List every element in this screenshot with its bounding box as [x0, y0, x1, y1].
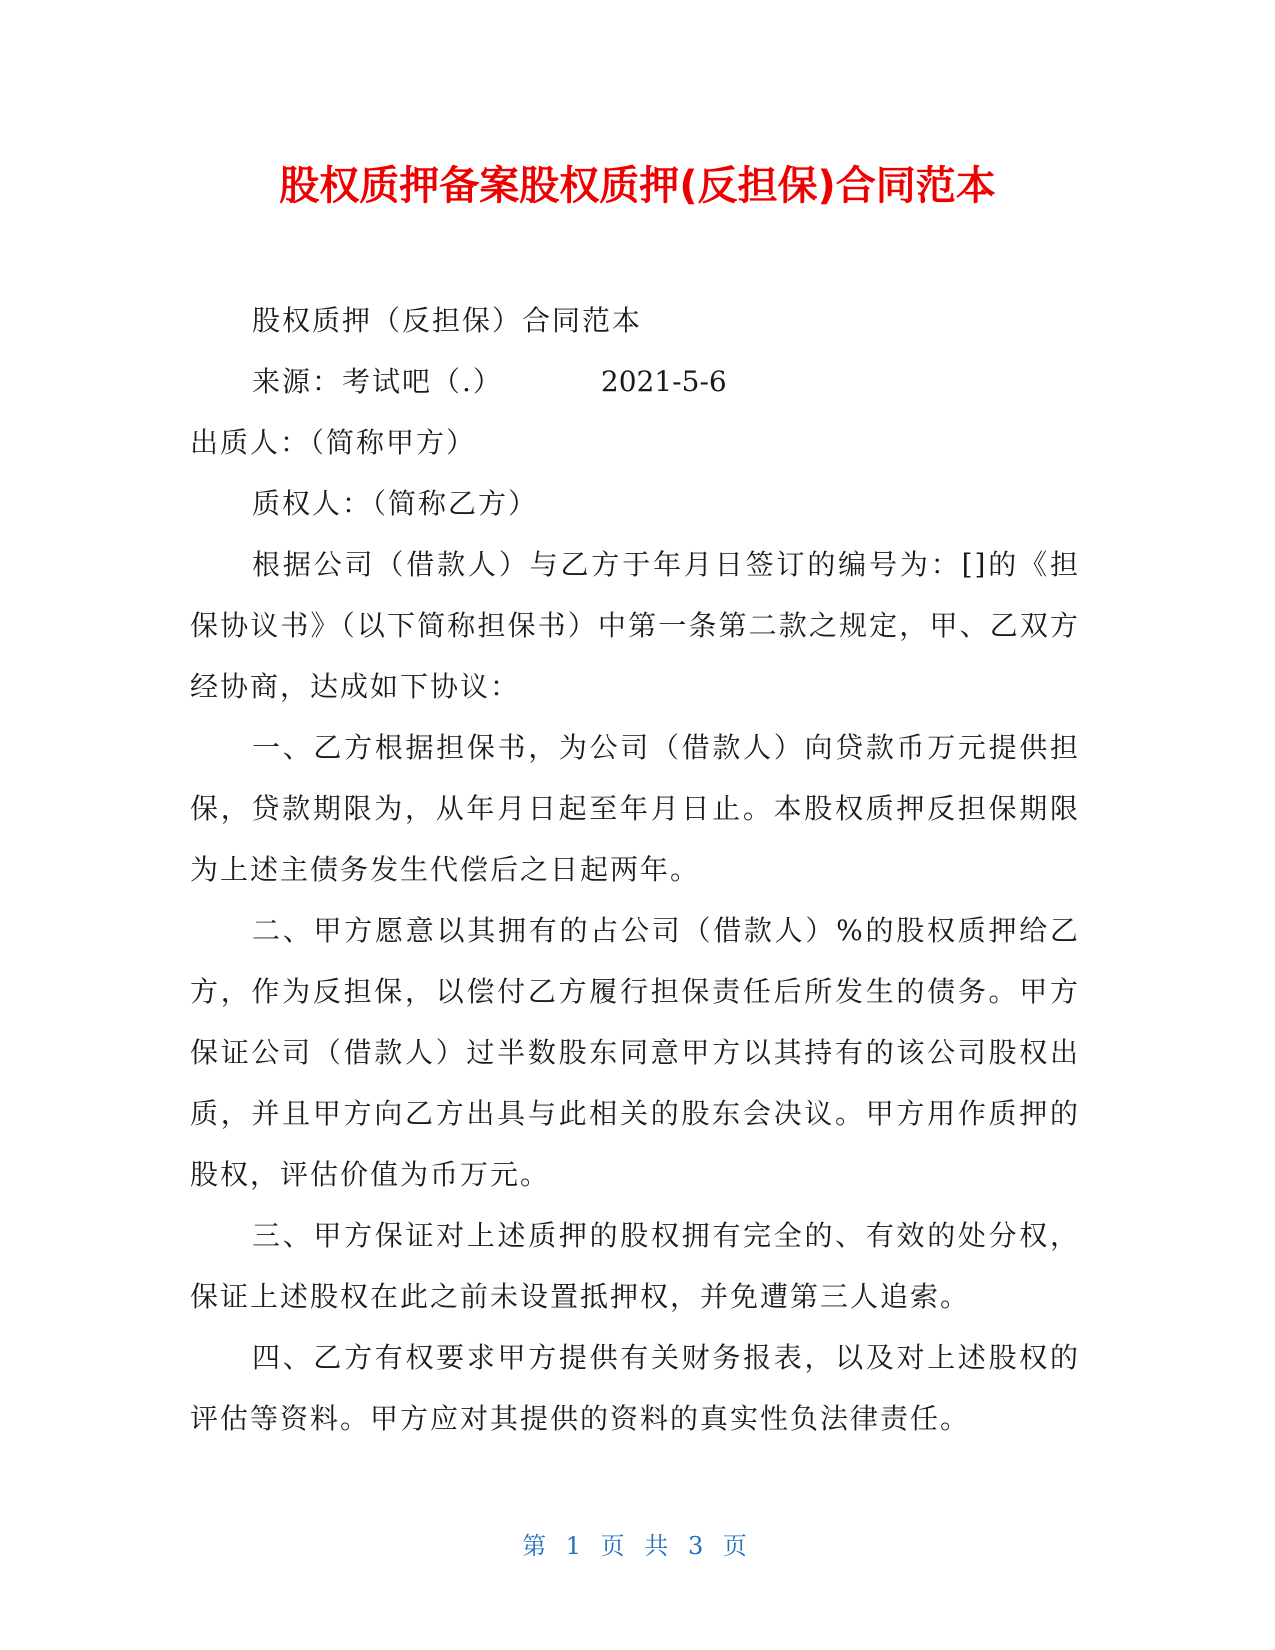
pledgee-line: 质权人：（简称乙方）: [252, 487, 539, 520]
clause-4: 四、乙方有权要求甲方提供有关财务报表，以及对上述股权的评估等资料。甲方应对其提供的资料的真实性负法律责任。: [190, 1341, 1080, 1435]
document-title: 股权质押备案股权质押(反担保)合同范本: [279, 163, 996, 209]
clause-1: 一、乙方根据担保书，为公司（借款人）向贷款币万元提供担保，贷款期限为，从年月日起至年月日止。本股权质押反担保期限为上述主债务发生代偿后之日起两年。: [190, 731, 1080, 886]
source-date: 2021-5-6: [600, 365, 727, 398]
pledgor-line: 出质人：（简称甲方）: [190, 426, 477, 459]
clause-3: 三、甲方保证对上述质押的股权拥有完全的、有效的处分权，保证上述股权在此之前未设置抵押权，并免遭第三人追索。: [190, 1219, 1080, 1313]
document-subtitle: 股权质押（反担保）合同范本: [252, 304, 643, 337]
source-line: [190, 351, 1080, 412]
preamble-paragraph: 根据公司（借款人）与乙方于年月日签订的编号为：[]的《担保协议书》（以下简称担保书）中第一条第二款之规定，甲、乙双方经协商，达成如下协议：: [190, 548, 1080, 703]
document-body: [190, 290, 1080, 1449]
clause-2: 二、甲方愿意以其拥有的占公司（借款人）%的股权质押给乙方，作为反担保，以偿付乙方履行担保责任后所发生的债务。甲方保证公司（借款人）过半数股东同意甲方以其持有的该公司股权出质，并且甲方向乙方出具与此相关的股东会决议。甲方用作质押的股权，评估价值为币万元。: [190, 914, 1080, 1191]
page-number-footer: 第 1 页 共 3 页: [522, 1532, 753, 1560]
source-label: 来源：考试吧（.）: [252, 365, 503, 398]
